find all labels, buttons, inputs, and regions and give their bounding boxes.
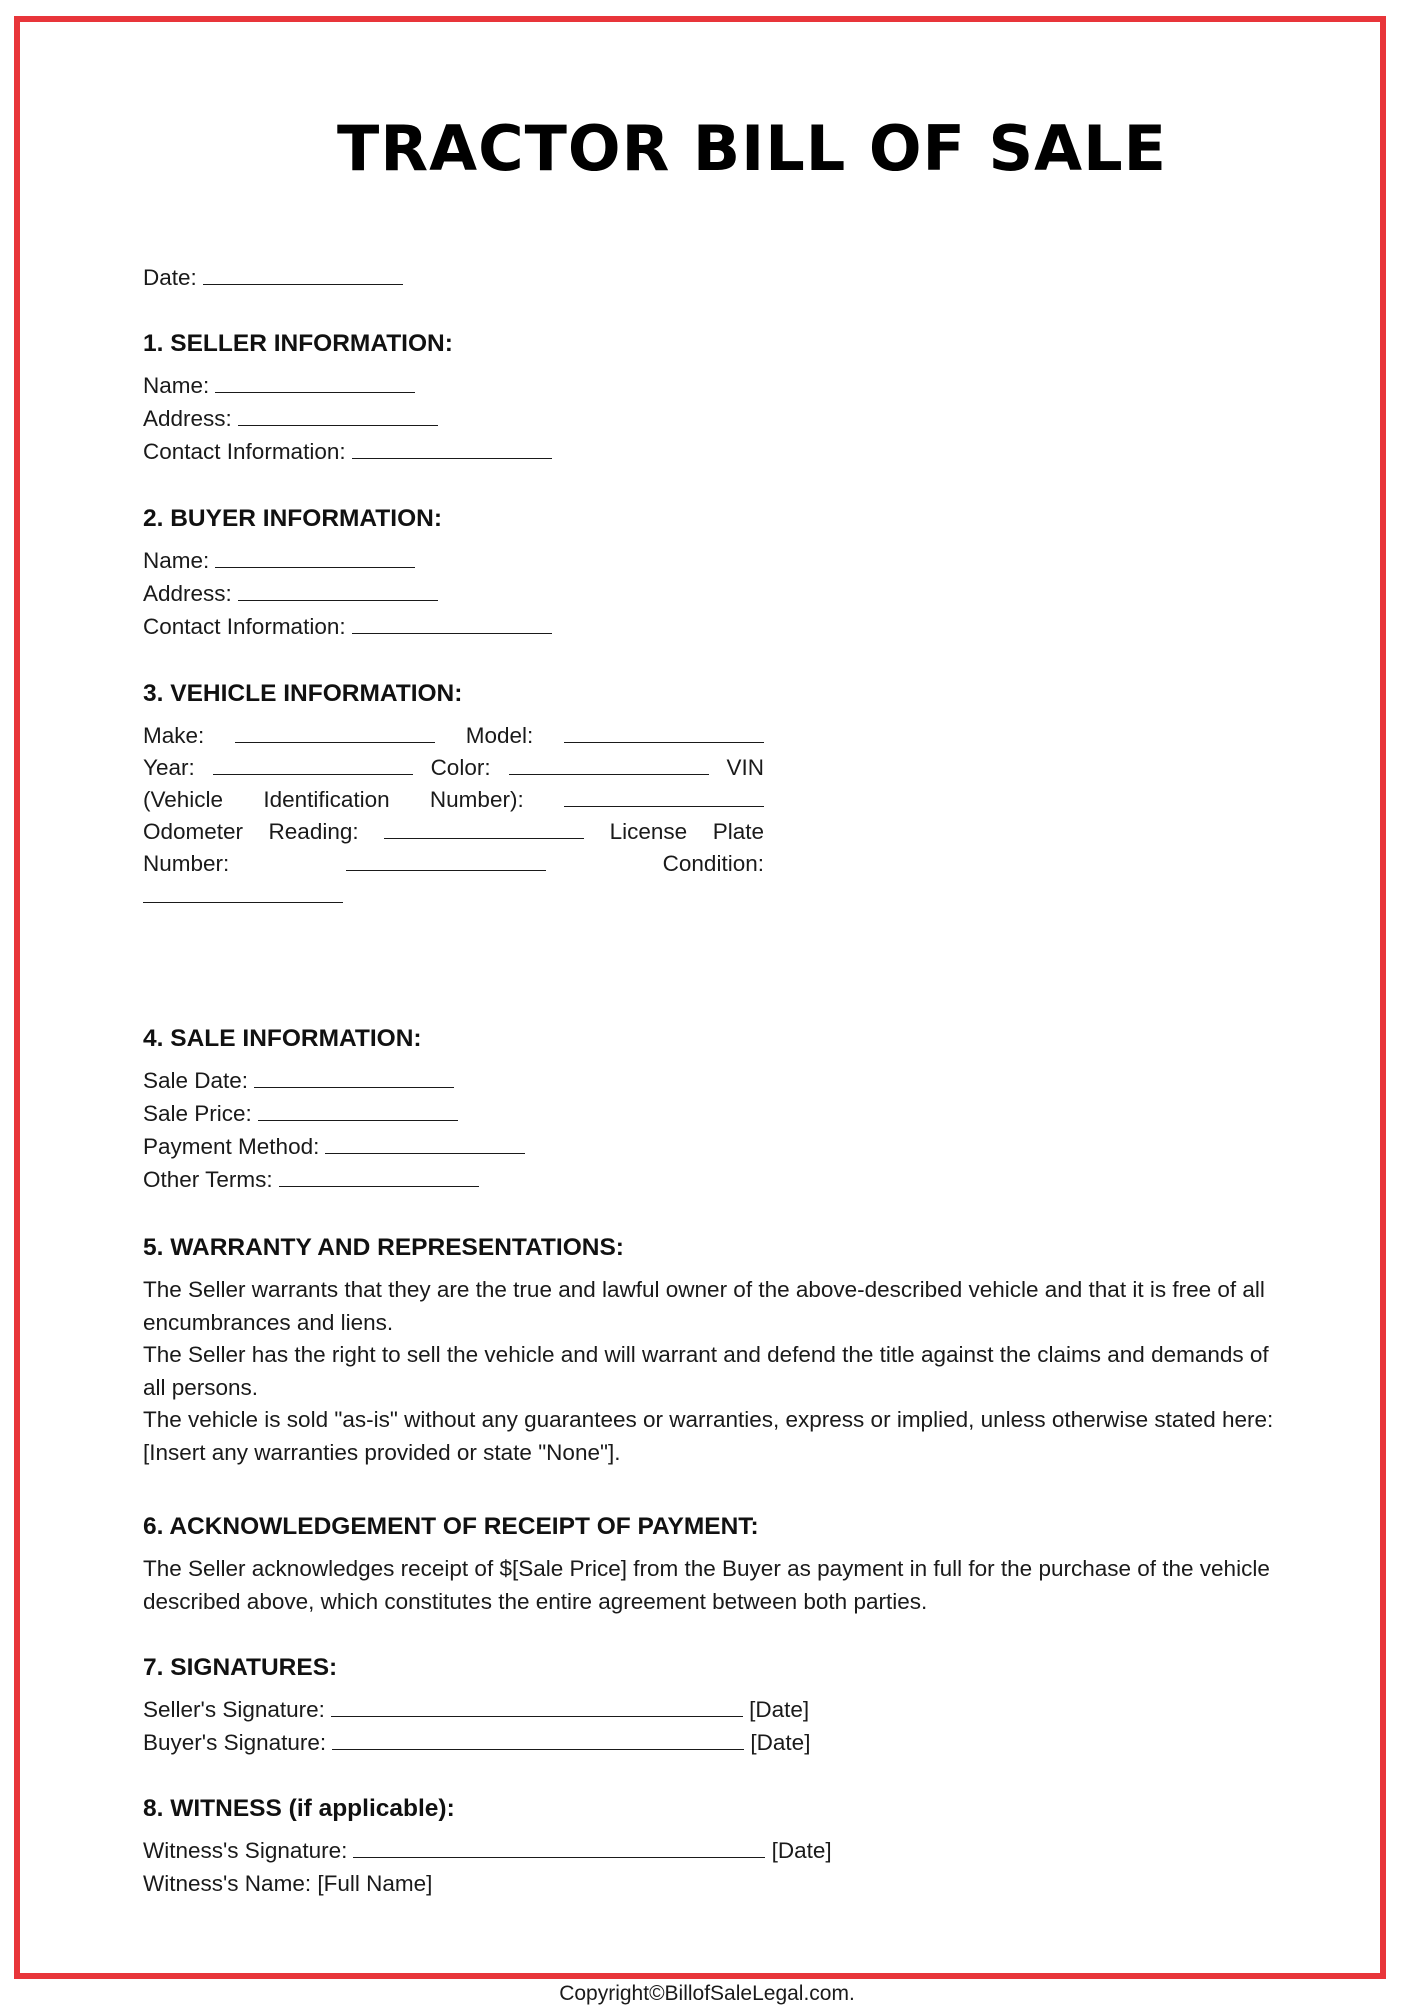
buyer-address-label: Address: bbox=[143, 581, 232, 606]
buyer-heading: 2. BUYER INFORMATION: bbox=[143, 505, 442, 532]
seller-contact-blank bbox=[352, 436, 552, 459]
warranty-text-3: The vehicle is sold "as-is" without any guarantees or warranties, express or implied, unless otherwise stated here: [Insert any warranties provided or state "None"]. bbox=[143, 1407, 1274, 1465]
year-label: Year: bbox=[143, 755, 195, 780]
other-terms-blank bbox=[279, 1164, 479, 1187]
odometer-word-2: Reading: bbox=[268, 819, 359, 844]
vin-word-1: (Vehicle bbox=[143, 787, 224, 812]
sale-price-label: Sale Price: bbox=[143, 1101, 252, 1126]
seller-address-line bbox=[143, 403, 438, 435]
page-border bbox=[14, 16, 1386, 1979]
copyright-footer: Copyright©BillofSaleLegal.com. bbox=[559, 1982, 855, 2005]
condition-label: Condition: bbox=[662, 851, 764, 876]
vin-word-2: Identification bbox=[263, 787, 390, 812]
seller-signature-label: Seller's Signature: bbox=[143, 1697, 325, 1722]
seller-signature-date: [Date] bbox=[749, 1697, 810, 1722]
condition-blank bbox=[143, 880, 343, 903]
sale-date-label: Sale Date: bbox=[143, 1068, 249, 1093]
date-label: Date: bbox=[143, 265, 197, 290]
buyer-name-blank bbox=[215, 545, 415, 568]
seller-contact-line bbox=[143, 436, 552, 468]
sale-heading: 4. SALE INFORMATION: bbox=[143, 1025, 422, 1052]
vin-word-3: Number): bbox=[429, 787, 524, 812]
warranty-heading: 5. WARRANTY AND REPRESENTATIONS: bbox=[143, 1234, 624, 1261]
witness-signature-date: [Date] bbox=[771, 1838, 832, 1863]
witness-signature-blank bbox=[353, 1835, 765, 1858]
seller-signature-line bbox=[143, 1694, 809, 1726]
seller-contact-label: Contact Information: bbox=[143, 439, 346, 464]
other-terms-label: Other Terms: bbox=[143, 1167, 273, 1192]
buyer-signature-label: Buyer's Signature: bbox=[143, 1730, 327, 1755]
witness-name-line: Witness's Name: [Full Name] bbox=[143, 1871, 433, 1896]
other-terms-line bbox=[143, 1164, 479, 1196]
buyer-contact-line bbox=[143, 611, 552, 643]
payment-method-line bbox=[143, 1131, 525, 1163]
license-word-2: Plate bbox=[712, 819, 764, 844]
warranty-paragraph bbox=[143, 1274, 1293, 1469]
warranty-text-2: The Seller has the right to sell the vehicle and will warrant and defend the title against the claims and demands of all persons. bbox=[143, 1342, 1269, 1400]
buyer-address-blank bbox=[238, 578, 438, 601]
vehicle-row-1 bbox=[143, 720, 764, 752]
sale-price-blank bbox=[258, 1098, 458, 1121]
warranty-text-1: The Seller warrants that they are the true and lawful owner of the above-described vehicle and that it is free of all encumbrances and liens. bbox=[143, 1277, 1265, 1335]
buyer-name-line bbox=[143, 545, 415, 577]
license-number-label: Number: bbox=[143, 851, 230, 876]
make-label: Make: bbox=[143, 723, 205, 748]
payment-method-label: Payment Method: bbox=[143, 1134, 320, 1159]
vehicle-heading: 3. VEHICLE INFORMATION: bbox=[143, 680, 463, 707]
signatures-heading: 7. SIGNATURES: bbox=[143, 1654, 338, 1681]
sale-date-line bbox=[143, 1065, 454, 1097]
buyer-name-label: Name: bbox=[143, 548, 210, 573]
buyer-signature-line bbox=[143, 1727, 810, 1759]
color-label: Color: bbox=[430, 755, 491, 780]
buyer-address-line bbox=[143, 578, 438, 610]
buyer-signature-blank bbox=[332, 1727, 744, 1750]
vehicle-row-3 bbox=[143, 784, 764, 816]
vehicle-row-4 bbox=[143, 816, 764, 848]
date-blank bbox=[203, 262, 403, 285]
vehicle-row-5 bbox=[143, 848, 764, 880]
seller-address-blank bbox=[238, 403, 438, 426]
odometer-word-1: Odometer bbox=[143, 819, 244, 844]
year-blank bbox=[213, 752, 413, 775]
sale-price-line bbox=[143, 1098, 458, 1130]
seller-heading: 1. SELLER INFORMATION: bbox=[143, 330, 453, 357]
buyer-signature-date: [Date] bbox=[750, 1730, 811, 1755]
model-blank bbox=[564, 720, 764, 743]
color-blank bbox=[509, 752, 709, 775]
vin-blank bbox=[564, 784, 764, 807]
witness-heading: 8. WITNESS (if applicable): bbox=[143, 1795, 455, 1822]
license-number-blank bbox=[346, 848, 546, 871]
seller-name-label: Name: bbox=[143, 373, 210, 398]
buyer-contact-label: Contact Information: bbox=[143, 614, 346, 639]
witness-signature-label: Witness's Signature: bbox=[143, 1838, 348, 1863]
make-blank bbox=[235, 720, 435, 743]
vehicle-row-2 bbox=[143, 752, 764, 784]
buyer-contact-blank bbox=[352, 611, 552, 634]
seller-name-blank bbox=[215, 370, 415, 393]
receipt-heading: 6. ACKNOWLEDGEMENT OF RECEIPT OF PAYMENT: bbox=[143, 1513, 759, 1540]
date-line bbox=[143, 262, 403, 294]
seller-signature-blank bbox=[331, 1694, 743, 1717]
receipt-paragraph: The Seller acknowledges receipt of $[Sale Price] from the Buyer as payment in full for the purchase of the vehicle described above, which constitutes the entire agreement between both parties. bbox=[143, 1556, 1270, 1614]
sale-date-blank bbox=[254, 1065, 454, 1088]
license-word-1: License bbox=[609, 819, 688, 844]
seller-name-line bbox=[143, 370, 415, 402]
seller-address-label: Address: bbox=[143, 406, 232, 431]
odometer-blank bbox=[384, 816, 584, 839]
vin-label: VIN bbox=[726, 755, 764, 780]
condition-line bbox=[143, 880, 343, 912]
model-label: Model: bbox=[465, 723, 534, 748]
witness-signature-line bbox=[143, 1835, 832, 1867]
payment-method-blank bbox=[325, 1131, 525, 1154]
document-title: TRACTOR BILL OF SALE bbox=[337, 112, 1167, 185]
